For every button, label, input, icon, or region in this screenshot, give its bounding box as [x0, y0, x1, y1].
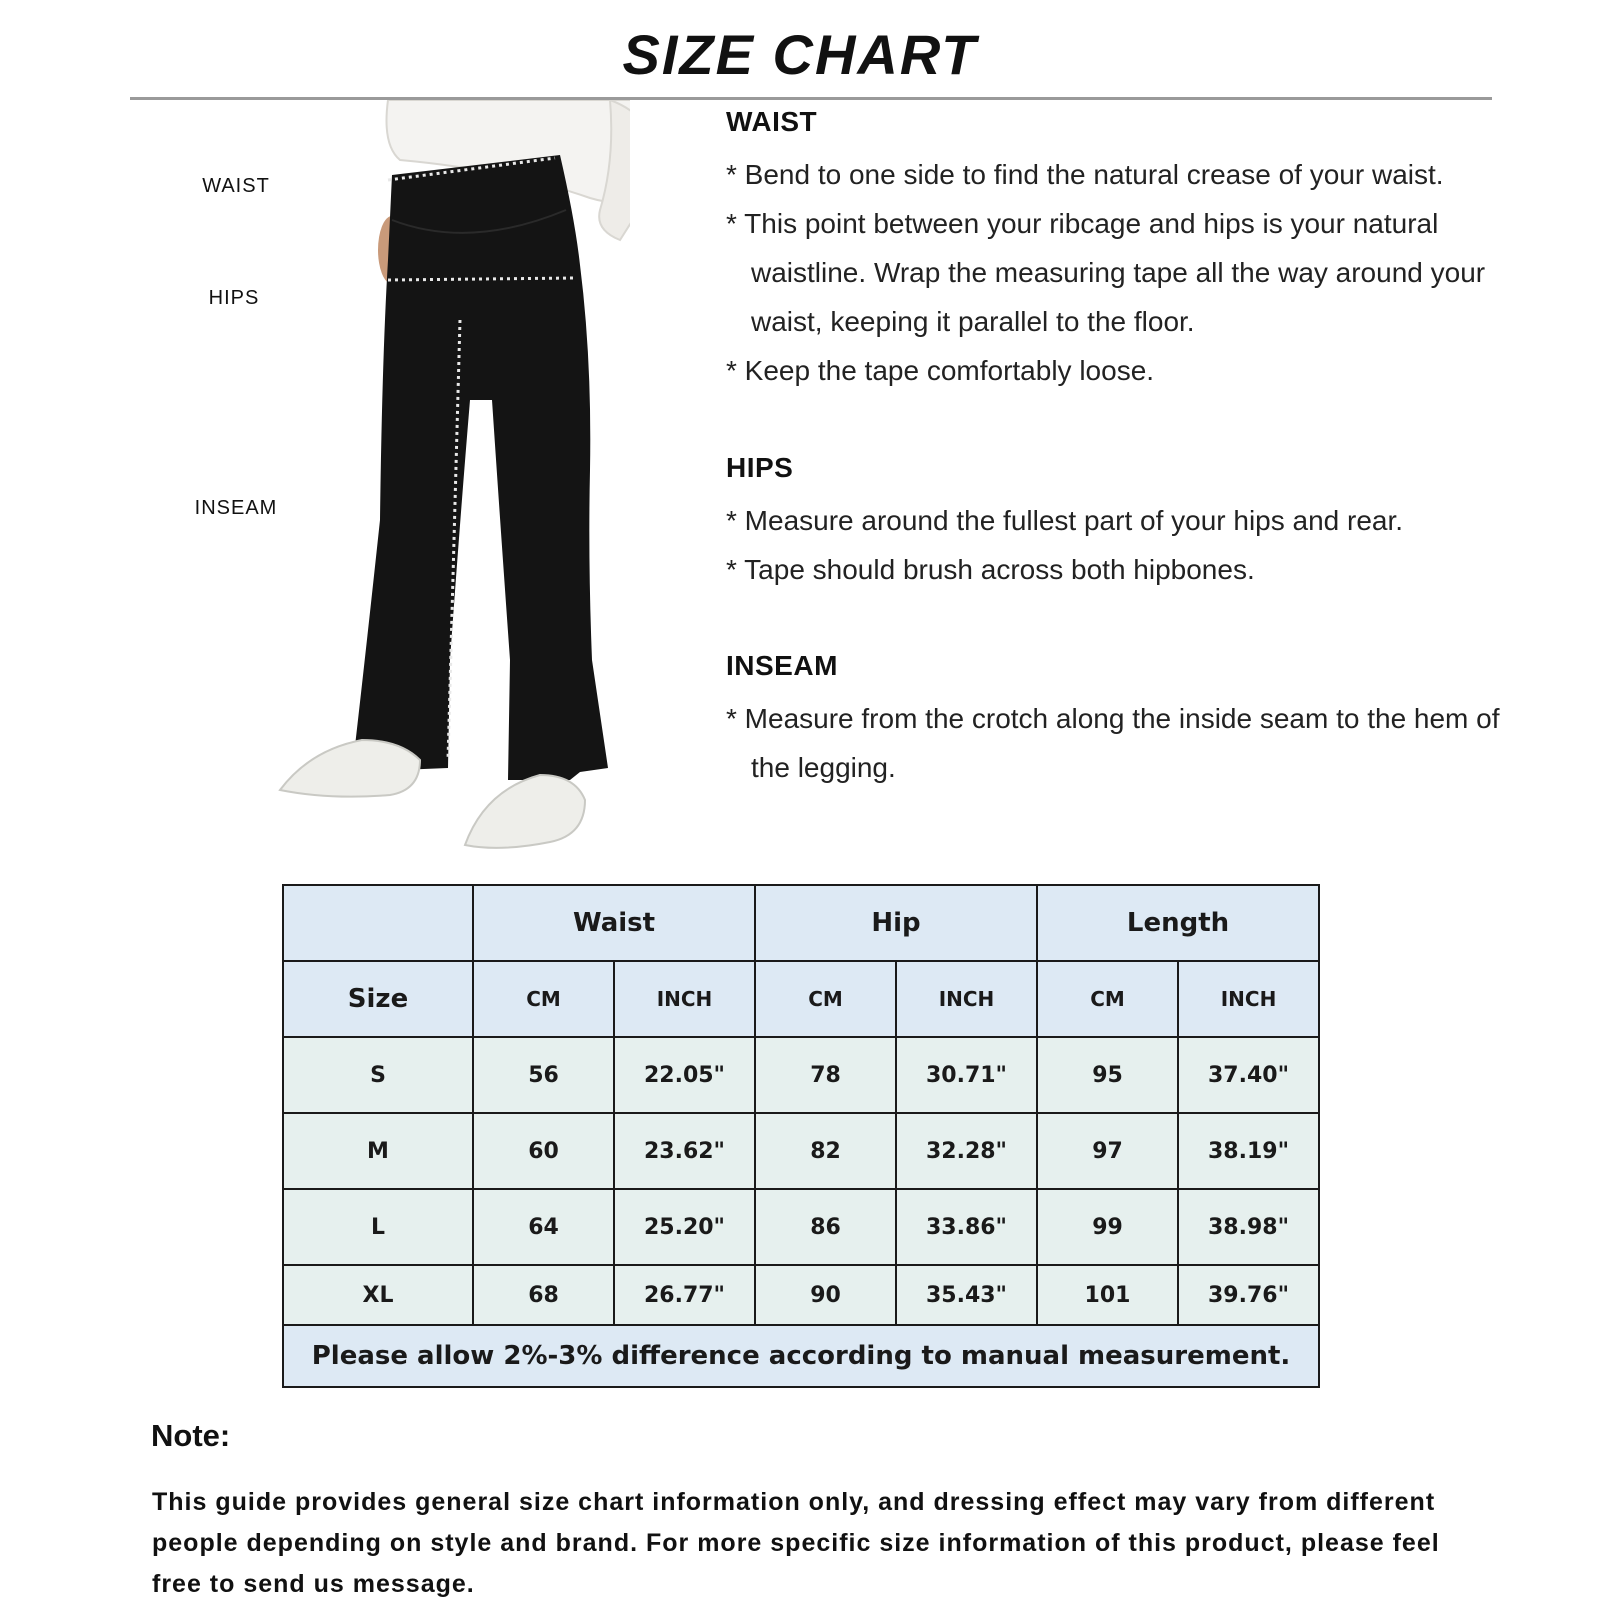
guide-inseam [726, 650, 1506, 792]
left-shoe [280, 740, 420, 797]
table-cell: 25.20" [614, 1189, 755, 1265]
group-header-hip: Hip [755, 885, 1037, 961]
table-cell: 95 [1037, 1037, 1178, 1113]
unit-header: CM [1037, 961, 1178, 1037]
guide-hips-heading: HIPS [726, 452, 794, 483]
guide-waist-heading: WAIST [726, 106, 818, 137]
table-cell: 64 [473, 1189, 614, 1265]
label-hips: HIPS [208, 287, 260, 309]
table-cell: 23.62" [614, 1113, 755, 1189]
guide-hips [726, 452, 1506, 594]
table-cell: 35.43" [896, 1265, 1037, 1325]
table-cell: 39.76" [1178, 1265, 1319, 1325]
pants [352, 155, 608, 780]
table-row [283, 1037, 1319, 1113]
table-cell: 38.19" [1178, 1113, 1319, 1189]
size-cell: XL [283, 1265, 473, 1325]
page-title: SIZE CHART [622, 23, 978, 86]
table-cell: 38.98" [1178, 1189, 1319, 1265]
table-cell: 68 [473, 1265, 614, 1325]
guide-inseam-line: * Measure from the crotch along the inside seam to the hem of the legging. [726, 703, 1500, 783]
table-cell: 33.86" [896, 1189, 1037, 1265]
size-cell: S [283, 1037, 473, 1113]
table-corner-cell [283, 885, 473, 961]
guide-waist-line: * Keep the tape comfortably loose. [726, 355, 1155, 386]
table-cell: 78 [755, 1037, 896, 1113]
table-cell: 97 [1037, 1113, 1178, 1189]
table-row [283, 1113, 1319, 1189]
guide-waist [726, 106, 1506, 395]
size-column-header: Size [283, 961, 473, 1037]
unit-header: INCH [1178, 961, 1319, 1037]
note-title: Note: [151, 1418, 231, 1453]
table-cell: 86 [755, 1189, 896, 1265]
table-cell: 26.77" [614, 1265, 755, 1325]
label-waist: WAIST [202, 175, 270, 197]
table-row [283, 1265, 1319, 1325]
unit-header: CM [473, 961, 614, 1037]
size-cell: M [283, 1113, 473, 1189]
group-header-length: Length [1037, 885, 1319, 961]
table-cell: 37.40" [1178, 1037, 1319, 1113]
table-cell: 22.05" [614, 1037, 755, 1113]
table-cell: 82 [755, 1113, 896, 1189]
table-cell: 90 [755, 1265, 896, 1325]
guide-hips-line: * Measure around the fullest part of your hips and rear. [726, 505, 1404, 536]
right-shoe [465, 775, 585, 848]
table-cell: 101 [1037, 1265, 1178, 1325]
group-header-waist: Waist [473, 885, 755, 961]
unit-header: INCH [896, 961, 1037, 1037]
size-cell: L [283, 1189, 473, 1265]
table-cell: 56 [473, 1037, 614, 1113]
guide-inseam-heading: INSEAM [726, 650, 838, 681]
label-inseam: INSEAM [194, 497, 278, 519]
guide-waist-line: * This point between your ribcage and hips is your natural waistline. Wrap the measuring tape all the way around your waist, keeping it parallel to the floor. [726, 208, 1486, 337]
table-cell: 99 [1037, 1189, 1178, 1265]
unit-header: CM [755, 961, 896, 1037]
unit-header: INCH [614, 961, 755, 1037]
table-cell: 32.28" [896, 1113, 1037, 1189]
guide-waist-line: * Bend to one side to find the natural crease of your waist. [726, 159, 1444, 190]
table-cell: 30.71" [896, 1037, 1037, 1113]
table-footnote: Please allow 2%-3% difference according to manual measurement. [283, 1325, 1319, 1387]
guide-hips-line: * Tape should brush across both hipbones. [726, 554, 1255, 585]
table-row [283, 1189, 1319, 1265]
note-text: This guide provides general size chart information only, and dressing effect may vary from different people depending on style and brand. For more specific size information of this product, please feel free to send us message. [152, 1488, 1440, 1598]
table-cell: 60 [473, 1113, 614, 1189]
size-table [282, 884, 1320, 1388]
model-figure [270, 100, 630, 870]
